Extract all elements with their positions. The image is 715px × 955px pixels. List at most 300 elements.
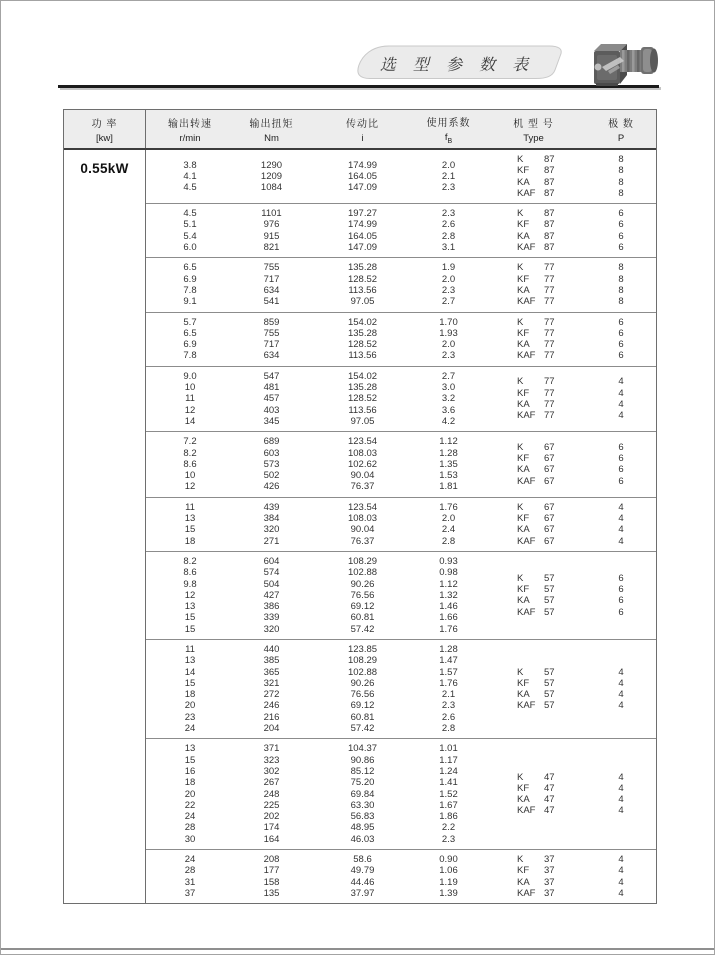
type-value bbox=[517, 865, 555, 876]
service-factor-value: 1.81 bbox=[439, 481, 458, 493]
ratio-value: 102.88 bbox=[347, 666, 378, 678]
ratio-value: 48.95 bbox=[350, 822, 375, 834]
output-torque-value: 634 bbox=[263, 284, 280, 296]
ratio-value: 69.12 bbox=[350, 700, 375, 712]
output-speed-value: 14 bbox=[184, 666, 196, 678]
type-value bbox=[517, 573, 555, 584]
poles-column bbox=[586, 556, 656, 635]
type-prefix: K bbox=[517, 771, 524, 783]
output-torque-value: 204 bbox=[263, 723, 280, 735]
type-size: 77 bbox=[544, 376, 555, 388]
ratio-value: 164.05 bbox=[347, 230, 378, 242]
type-value bbox=[517, 388, 555, 399]
type-prefix: K bbox=[517, 316, 524, 328]
output-torque-value: 323 bbox=[263, 754, 280, 766]
output-speed-value: 16 bbox=[184, 765, 196, 777]
ratio-value: 60.81 bbox=[350, 711, 375, 723]
type-prefix: KF bbox=[517, 865, 530, 877]
output-speed-value: 7.2 bbox=[183, 436, 197, 448]
poles-value: 4 bbox=[618, 501, 624, 513]
output-speed-value: 20 bbox=[184, 788, 196, 800]
poles-value: 4 bbox=[618, 865, 624, 877]
output-torque-value: 403 bbox=[263, 404, 280, 416]
type-value bbox=[517, 285, 555, 296]
type-value bbox=[517, 274, 555, 285]
type-size: 47 bbox=[544, 794, 555, 806]
poles-value: 4 bbox=[618, 771, 624, 783]
page-title: 选 型 参 数 表 bbox=[379, 55, 535, 74]
poles-column bbox=[586, 644, 656, 734]
output-torque-value: 225 bbox=[263, 799, 280, 811]
ratio-value: 135.28 bbox=[347, 382, 378, 394]
output-speed-value: 10 bbox=[184, 470, 196, 482]
output-speed-column bbox=[146, 556, 234, 635]
output-speed-value: 24 bbox=[184, 723, 196, 735]
output-torque-value: 976 bbox=[263, 219, 280, 231]
gearmotor-photo bbox=[586, 37, 664, 93]
type-size: 67 bbox=[544, 441, 555, 453]
ratio-value: 37.97 bbox=[350, 887, 375, 899]
poles-value: 8 bbox=[618, 154, 624, 165]
table-header bbox=[64, 110, 656, 150]
type-size: 67 bbox=[544, 475, 555, 487]
table-row-group bbox=[146, 431, 656, 496]
output-speed-value: 28 bbox=[184, 822, 196, 834]
output-torque-column bbox=[234, 644, 309, 734]
type-value bbox=[517, 854, 555, 865]
type-value bbox=[517, 794, 555, 805]
ratio-value: 75.20 bbox=[350, 777, 375, 789]
poles-value: 6 bbox=[618, 595, 624, 607]
type-size: 77 bbox=[544, 398, 555, 410]
service-factor-value: 3.1 bbox=[441, 242, 456, 254]
output-torque-value: 365 bbox=[263, 666, 280, 678]
type-prefix: KF bbox=[517, 387, 530, 399]
service-factor-column bbox=[416, 556, 481, 635]
table-row-group bbox=[146, 366, 656, 431]
output-speed-value: 20 bbox=[184, 700, 196, 712]
type-prefix: KA bbox=[517, 176, 530, 188]
ratio-value: 76.56 bbox=[350, 689, 375, 701]
output-torque-value: 574 bbox=[263, 567, 280, 579]
output-torque-value: 915 bbox=[263, 230, 280, 242]
type-prefix: KAF bbox=[517, 805, 536, 817]
type-prefix: KA bbox=[517, 398, 530, 410]
poles-value: 6 bbox=[618, 339, 624, 351]
output-speed-value: 30 bbox=[184, 833, 196, 845]
header-ratio: 传动比 i bbox=[346, 118, 379, 144]
header-power: 功 率 [kw] bbox=[64, 110, 146, 148]
type-size: 37 bbox=[544, 865, 555, 877]
header-output-speed: 输出转速 r/min bbox=[168, 118, 212, 144]
output-torque-column bbox=[234, 854, 309, 899]
output-speed-value: 15 bbox=[184, 623, 196, 635]
type-value bbox=[517, 524, 555, 535]
ratio-column bbox=[309, 154, 416, 199]
type-size: 57 bbox=[544, 677, 555, 689]
output-speed-value: 15 bbox=[184, 677, 196, 689]
service-factor-value: 2.6 bbox=[441, 219, 456, 231]
poles-value: 4 bbox=[618, 805, 624, 817]
type-value bbox=[517, 805, 555, 816]
service-factor-value: 4.2 bbox=[441, 415, 456, 427]
output-torque-value: 371 bbox=[263, 743, 280, 755]
poles-column bbox=[586, 854, 656, 899]
output-torque-value: 1101 bbox=[261, 208, 282, 220]
output-speed-value: 28 bbox=[184, 865, 196, 877]
ratio-value: 49.79 bbox=[350, 865, 375, 877]
ratio-value: 60.81 bbox=[350, 612, 375, 624]
output-speed-value: 6.9 bbox=[183, 273, 197, 285]
service-factor-column bbox=[416, 262, 481, 307]
type-value bbox=[517, 453, 555, 464]
output-torque-value: 573 bbox=[263, 458, 280, 470]
service-factor-value: 2.3 bbox=[441, 700, 456, 712]
service-factor-column bbox=[416, 854, 481, 899]
type-size: 57 bbox=[544, 584, 555, 596]
output-torque-value: 208 bbox=[263, 854, 280, 866]
ratio-column bbox=[309, 854, 416, 899]
poles-column bbox=[586, 208, 656, 253]
poles-value: 6 bbox=[618, 230, 624, 242]
type-value bbox=[517, 317, 555, 328]
type-size: 47 bbox=[544, 771, 555, 783]
ratio-value: 58.6 bbox=[353, 854, 372, 866]
type-value bbox=[517, 165, 555, 176]
ratio-value: 113.56 bbox=[348, 284, 377, 296]
output-speed-column bbox=[146, 743, 234, 845]
output-torque-value: 246 bbox=[263, 700, 280, 712]
output-torque-value: 439 bbox=[263, 501, 280, 513]
output-torque-value: 164 bbox=[263, 833, 280, 845]
poles-column bbox=[586, 262, 656, 307]
ratio-value: 63.30 bbox=[350, 799, 375, 811]
service-factor-value: 1.52 bbox=[439, 788, 458, 800]
poles-value: 4 bbox=[618, 376, 624, 388]
ratio-value: 69.84 bbox=[350, 788, 375, 800]
output-speed-column bbox=[146, 436, 234, 492]
output-torque-value: 272 bbox=[263, 689, 280, 701]
ratio-value: 76.37 bbox=[350, 535, 375, 547]
type-value bbox=[517, 328, 555, 339]
poles-value: 8 bbox=[618, 262, 624, 274]
output-speed-value: 4.1 bbox=[183, 170, 197, 182]
type-value bbox=[517, 154, 555, 165]
ratio-column bbox=[309, 317, 416, 362]
output-torque-value: 216 bbox=[263, 711, 280, 723]
output-speed-value: 13 bbox=[184, 513, 196, 525]
output-torque-value: 1084 bbox=[260, 182, 283, 194]
ratio-value: 108.29 bbox=[347, 555, 378, 567]
ratio-column bbox=[309, 208, 416, 253]
output-speed-value: 8.2 bbox=[183, 555, 197, 567]
poles-value: 8 bbox=[618, 176, 624, 188]
output-torque-value: 859 bbox=[263, 316, 280, 328]
type-size: 87 bbox=[544, 176, 555, 188]
type-prefix: KAF bbox=[517, 242, 536, 254]
output-torque-value: 481 bbox=[263, 382, 280, 394]
type-prefix: KAF bbox=[517, 350, 536, 362]
service-factor-column bbox=[416, 436, 481, 492]
service-factor-value: 2.7 bbox=[441, 296, 456, 308]
ratio-value: 113.56 bbox=[348, 404, 377, 416]
ratio-column bbox=[309, 371, 416, 427]
output-torque-value: 821 bbox=[263, 242, 280, 254]
type-prefix: KA bbox=[517, 876, 530, 888]
output-speed-value: 22 bbox=[184, 799, 196, 811]
service-factor-value: 1.28 bbox=[439, 447, 458, 459]
service-factor-value: 1.70 bbox=[439, 316, 458, 328]
poles-value: 6 bbox=[618, 242, 624, 254]
service-factor-value: 1.46 bbox=[439, 601, 458, 613]
poles-column bbox=[586, 371, 656, 427]
type-value bbox=[517, 410, 555, 421]
type-size: 57 bbox=[544, 572, 555, 584]
service-factor-value: 1.19 bbox=[439, 876, 458, 888]
output-torque-value: 267 bbox=[263, 777, 280, 789]
type-column bbox=[481, 854, 586, 899]
output-speed-value: 24 bbox=[184, 811, 196, 823]
output-speed-value: 9.8 bbox=[183, 578, 197, 590]
type-value bbox=[517, 584, 555, 595]
output-torque-value: 755 bbox=[263, 327, 280, 339]
service-factor-value: 2.8 bbox=[441, 230, 456, 242]
poles-value: 6 bbox=[618, 475, 624, 487]
service-factor-value: 1.93 bbox=[439, 327, 458, 339]
table-row-group bbox=[146, 849, 656, 903]
type-value bbox=[517, 188, 555, 199]
output-speed-value: 5.1 bbox=[183, 219, 197, 231]
poles-value: 4 bbox=[618, 410, 624, 422]
table-row-group bbox=[146, 150, 656, 203]
ratio-column bbox=[309, 502, 416, 547]
service-factor-value: 2.7 bbox=[441, 370, 456, 382]
ratio-value: 123.85 bbox=[347, 643, 378, 655]
output-speed-value: 9.1 bbox=[183, 296, 197, 308]
ratio-value: 104.37 bbox=[347, 743, 378, 755]
type-column bbox=[481, 743, 586, 845]
ratio-value: 56.83 bbox=[350, 811, 375, 823]
type-value bbox=[517, 513, 555, 524]
type-prefix: KA bbox=[517, 464, 530, 476]
output-speed-value: 13 bbox=[184, 743, 196, 755]
output-speed-value: 12 bbox=[184, 404, 196, 416]
ratio-value: 108.03 bbox=[347, 447, 378, 459]
output-speed-value: 11 bbox=[185, 501, 195, 513]
output-speed-value: 12 bbox=[184, 481, 196, 493]
poles-value: 6 bbox=[618, 316, 624, 328]
ratio-value: 108.29 bbox=[347, 655, 378, 667]
type-prefix: KF bbox=[517, 219, 530, 231]
output-speed-value: 12 bbox=[184, 589, 196, 601]
type-column bbox=[481, 262, 586, 307]
type-prefix: KA bbox=[517, 284, 530, 296]
output-torque-value: 320 bbox=[263, 623, 280, 635]
table-row-group bbox=[146, 257, 656, 311]
poles-value: 4 bbox=[618, 689, 624, 701]
output-speed-value: 10 bbox=[184, 382, 196, 394]
output-speed-value: 13 bbox=[184, 601, 196, 613]
type-size: 47 bbox=[544, 782, 555, 794]
output-torque-value: 174 bbox=[263, 822, 280, 834]
service-factor-column bbox=[416, 743, 481, 845]
type-prefix: K bbox=[517, 441, 524, 453]
type-size: 87 bbox=[544, 230, 555, 242]
service-factor-value: 1.41 bbox=[439, 777, 458, 789]
service-factor-value: 1.9 bbox=[441, 262, 456, 274]
service-factor-value: 1.76 bbox=[439, 501, 458, 513]
service-factor-value: 2.0 bbox=[441, 513, 456, 525]
type-size: 87 bbox=[544, 154, 555, 165]
ratio-value: 90.04 bbox=[350, 524, 375, 536]
service-factor-value: 2.3 bbox=[441, 350, 456, 362]
output-torque-value: 158 bbox=[263, 876, 280, 888]
type-prefix: KF bbox=[517, 677, 530, 689]
type-size: 77 bbox=[544, 327, 555, 339]
header-poles: 极 数 P bbox=[608, 118, 634, 144]
poles-value: 6 bbox=[618, 208, 624, 220]
type-prefix: KF bbox=[517, 273, 530, 285]
output-torque-value: 717 bbox=[263, 339, 280, 351]
table-row-group bbox=[146, 639, 656, 738]
type-size: 67 bbox=[544, 453, 555, 465]
type-prefix: KA bbox=[517, 339, 530, 351]
output-torque-value: 1209 bbox=[260, 170, 283, 182]
header-type: 机 型 号 Type bbox=[513, 118, 554, 144]
service-factor-value: 1.47 bbox=[439, 655, 458, 667]
type-column bbox=[481, 436, 586, 492]
output-torque-column bbox=[234, 262, 309, 307]
ratio-value: 113.56 bbox=[348, 350, 377, 362]
service-factor-value: 3.2 bbox=[441, 393, 456, 405]
type-size: 67 bbox=[544, 501, 555, 513]
ratio-value: 46.03 bbox=[350, 833, 375, 845]
type-prefix: KA bbox=[517, 794, 530, 806]
service-factor-column bbox=[416, 317, 481, 362]
type-prefix: K bbox=[517, 854, 524, 866]
page-title-banner bbox=[353, 43, 565, 81]
output-speed-value: 14 bbox=[184, 415, 196, 427]
service-factor-value: 1.01 bbox=[439, 743, 458, 755]
poles-value: 6 bbox=[618, 464, 624, 476]
service-factor-value: 1.24 bbox=[439, 765, 458, 777]
type-value bbox=[517, 595, 555, 606]
output-torque-value: 440 bbox=[263, 643, 280, 655]
table-body bbox=[64, 150, 656, 903]
output-torque-column bbox=[234, 154, 309, 199]
output-speed-value: 6.5 bbox=[183, 262, 197, 274]
type-column bbox=[481, 154, 586, 199]
type-column bbox=[481, 317, 586, 362]
poles-value: 8 bbox=[618, 165, 624, 177]
output-speed-value: 15 bbox=[184, 754, 196, 766]
output-speed-value: 11 bbox=[185, 643, 195, 655]
type-value bbox=[517, 772, 555, 783]
type-size: 37 bbox=[544, 854, 555, 866]
output-torque-value: 426 bbox=[263, 481, 280, 493]
type-size: 67 bbox=[544, 464, 555, 476]
service-factor-value: 2.6 bbox=[441, 711, 456, 723]
type-value bbox=[517, 242, 555, 253]
ratio-value: 90.04 bbox=[350, 470, 375, 482]
output-torque-value: 248 bbox=[263, 788, 280, 800]
output-torque-value: 604 bbox=[263, 555, 280, 567]
table-row-group bbox=[146, 551, 656, 639]
type-value bbox=[517, 877, 555, 888]
output-speed-value: 15 bbox=[184, 524, 196, 536]
output-speed-column bbox=[146, 371, 234, 427]
type-prefix: KF bbox=[517, 327, 530, 339]
poles-value: 4 bbox=[618, 677, 624, 689]
output-speed-value: 18 bbox=[184, 777, 196, 789]
table-row-group bbox=[146, 312, 656, 366]
ratio-column bbox=[309, 644, 416, 734]
ratio-value: 76.37 bbox=[350, 481, 375, 493]
output-speed-value: 5.7 bbox=[183, 316, 197, 328]
type-value bbox=[517, 262, 555, 273]
type-size: 67 bbox=[544, 535, 555, 547]
service-factor-column bbox=[416, 502, 481, 547]
table-row-group bbox=[146, 738, 656, 849]
type-prefix: KAF bbox=[517, 700, 536, 712]
type-value bbox=[517, 678, 555, 689]
type-prefix: K bbox=[517, 501, 524, 513]
type-value bbox=[517, 536, 555, 547]
output-torque-column bbox=[234, 436, 309, 492]
service-factor-value: 1.86 bbox=[439, 811, 458, 823]
type-column bbox=[481, 502, 586, 547]
header-output-torque: 输出扭矩 Nm bbox=[249, 118, 294, 144]
type-value bbox=[517, 208, 555, 219]
poles-value: 6 bbox=[618, 219, 624, 231]
service-factor-value: 1.76 bbox=[439, 677, 458, 689]
type-size: 37 bbox=[544, 876, 555, 888]
type-column bbox=[481, 644, 586, 734]
type-value bbox=[517, 783, 555, 794]
output-speed-value: 11 bbox=[185, 393, 195, 405]
service-factor-column bbox=[416, 154, 481, 199]
type-size: 77 bbox=[544, 339, 555, 351]
type-prefix: K bbox=[517, 666, 524, 678]
output-speed-value: 31 bbox=[184, 876, 196, 888]
output-speed-value: 8.6 bbox=[183, 567, 197, 579]
poles-value: 4 bbox=[618, 782, 624, 794]
ratio-value: 164.05 bbox=[347, 170, 378, 182]
poles-value: 6 bbox=[618, 584, 624, 596]
ratio-value: 135.28 bbox=[347, 327, 378, 339]
poles-value: 6 bbox=[618, 572, 624, 584]
output-torque-column bbox=[234, 317, 309, 362]
output-torque-value: 502 bbox=[263, 470, 280, 482]
service-factor-value: 2.3 bbox=[441, 182, 456, 194]
output-torque-value: 177 bbox=[263, 865, 280, 877]
type-value bbox=[517, 219, 555, 230]
footer-rule bbox=[1, 948, 714, 951]
output-speed-value: 18 bbox=[184, 689, 196, 701]
service-factor-value: 1.12 bbox=[439, 578, 458, 590]
output-torque-value: 634 bbox=[263, 350, 280, 362]
type-value bbox=[517, 464, 555, 475]
output-speed-column bbox=[146, 502, 234, 547]
output-speed-column bbox=[146, 854, 234, 899]
output-speed-value: 9.0 bbox=[183, 370, 197, 382]
type-value bbox=[517, 442, 555, 453]
service-factor-value: 1.66 bbox=[439, 612, 458, 624]
output-speed-column bbox=[146, 154, 234, 199]
table-row-group bbox=[146, 497, 656, 551]
type-size: 57 bbox=[544, 606, 555, 618]
output-speed-column bbox=[146, 644, 234, 734]
